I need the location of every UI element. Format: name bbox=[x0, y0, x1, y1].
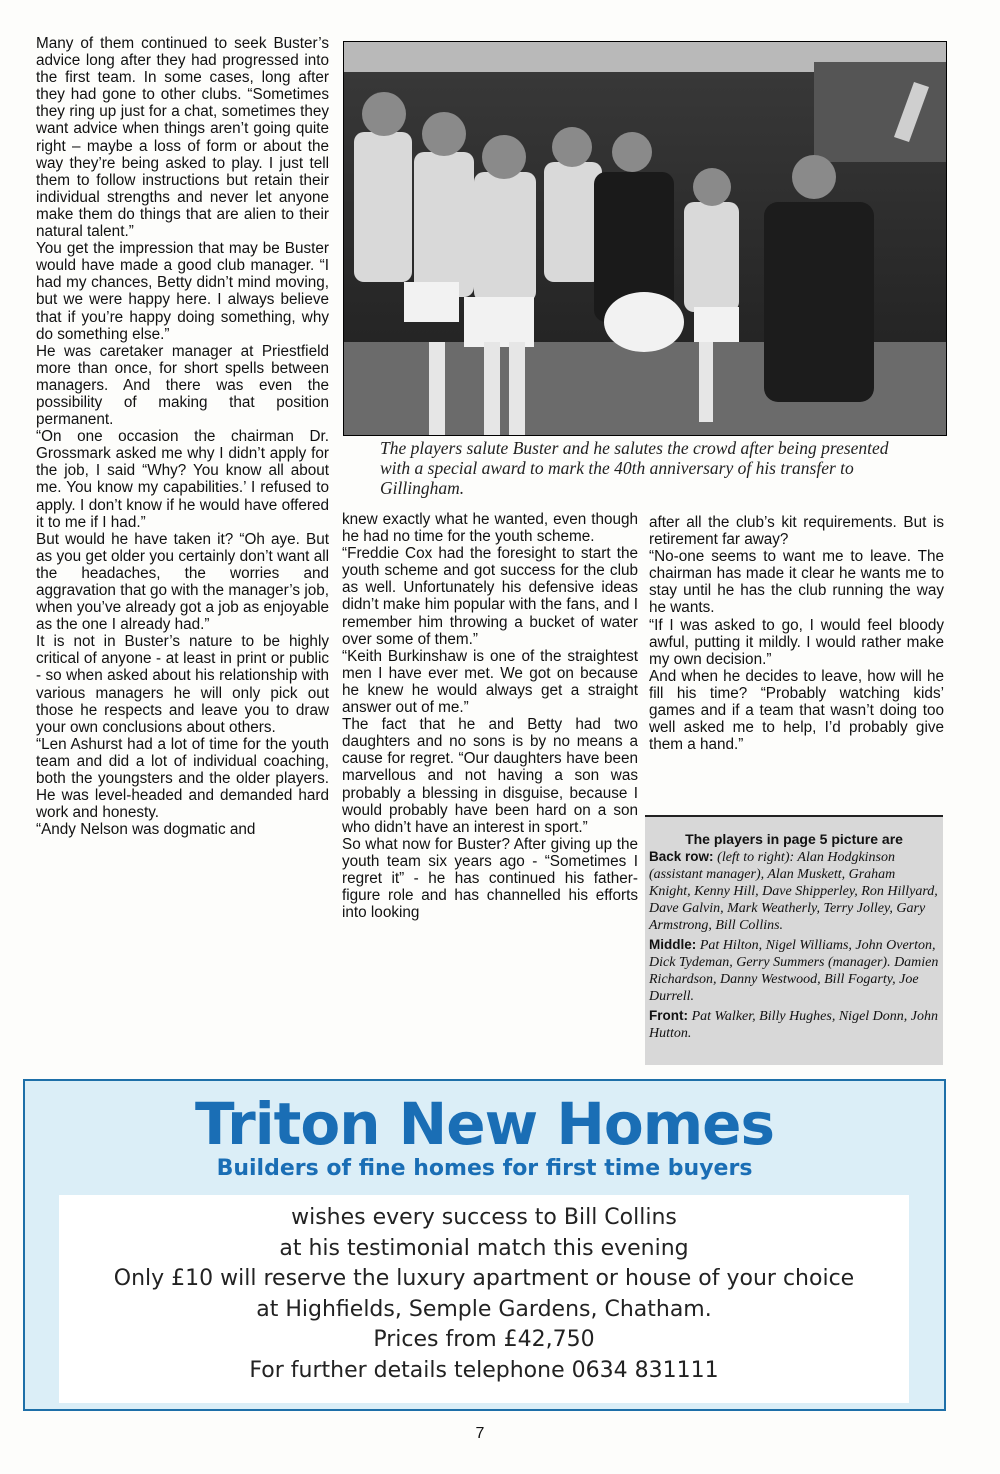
triton-advertisement bbox=[23, 1079, 946, 1411]
paragraph: “On one occasion the chairman Dr. Grossmark asked me why I didn’t apply for the job, I said “Why? You know all about me. You know my capabilities.’ I refused to apply. I don’t know if he would have offered it to me if I had.” bbox=[36, 428, 329, 531]
photo-caption: The players salute Buster and he salutes the crowd after being presented with a special award to mark the 40th anniversary of his transfer to Gillingham. bbox=[380, 438, 889, 498]
article-column-3 bbox=[649, 514, 944, 753]
ad-line: Prices from £42,750 bbox=[373, 1327, 595, 1352]
paragraph: “No-one seems to want me to leave. The chairman has made it clear he wants me to stay until he has the club running the way he wants. bbox=[649, 548, 944, 617]
front-row-label: Front: bbox=[649, 1008, 688, 1023]
ad-line: For further details telephone 0634 831111 bbox=[249, 1357, 719, 1383]
ad-subtitle: Builders of fine homes for first time buyers bbox=[216, 1156, 753, 1181]
page-number: 7 bbox=[475, 1425, 485, 1442]
team-photo bbox=[343, 41, 947, 436]
front-row-entry bbox=[649, 1008, 939, 1042]
paragraph: “If I was asked to go, I would feel bloody awful, putting it mildly. I would rather make my own decision.” bbox=[649, 616, 944, 668]
paragraph: “Len Ashurst had a lot of time for the youth team and did a lot of individual coaching, both the youngsters and the older players. He was level-headed and demanded hard work and honesty. bbox=[36, 735, 329, 822]
ad-title: Triton New Homes bbox=[194, 1090, 775, 1158]
ad-line: at his testimonial match this evening bbox=[279, 1235, 689, 1261]
paragraph: You get the impression that may be Buster would have made a good club manager. “I had my chances, Betty didn’t mind moving, but we were happy here. I always believe that if you’re happy doing something, why do something else.” bbox=[36, 240, 329, 343]
back-row-names: (left to right): Alan Hodgkinson (assistant manager), Alan Muskett, Graham Knight, Kenny Hill, Dave Shipperley, Ron Hillyard, Dave Galvin, Mark Weatherly, Terry Jolley, Gary Armstrong, Bill Collins. bbox=[649, 850, 938, 933]
players-list-box bbox=[645, 815, 943, 1065]
paragraph: knew exactly what he wanted, even though he had no time for the youth scheme. bbox=[342, 511, 638, 546]
middle-row-names: Pat Hilton, Nigel Williams, John Overton, Dick Tydeman, Gerry Summers (manager). Damien Richardson, Danny Westwood, Bill Fogarty, Joe Durrell. bbox=[649, 938, 939, 1004]
paragraph: “Andy Nelson was dogmatic and bbox=[36, 821, 256, 839]
paragraph: He was caretaker manager at Priestfield more than once, for short spells between managers. And there was even the possibility of making that position permanent. bbox=[36, 342, 329, 429]
middle-row-label: Middle: bbox=[649, 937, 697, 952]
ad-body bbox=[59, 1195, 909, 1403]
paragraph: after all the club’s kit requirements. But is retirement far away? bbox=[649, 514, 944, 549]
paragraph: So what now for Buster? After giving up the youth team six years ago - “Sometimes I regret it” - he has continued his father-figure role and has channelled his efforts into looking bbox=[342, 835, 638, 922]
paragraph: The fact that he and Betty had two daughters and no sons is by no means a cause for regret. “Our daughters have been marvellous and not having a son was probably a blessing in disguise, because I would probably have been hard on a son who didn’t have an interest in sport.” bbox=[342, 716, 638, 836]
ad-line: Only £10 will reserve the luxury apartment or house of your choice bbox=[113, 1266, 855, 1291]
back-row-label: Back row: bbox=[649, 849, 714, 864]
paragraph: And when he decides to leave, how will he fill his time? “Probably watching kids’ games and if a team that wasn’t doing too well asked me to help, I’d probably give them a hand.” bbox=[649, 667, 944, 754]
paragraph: “Keith Burkinshaw is one of the straightest men I have ever met. We got on because he knew he would always get a straight answer out of me.” bbox=[342, 647, 638, 717]
article-column-1 bbox=[36, 35, 329, 838]
paragraph: But would he have taken it? “Oh aye. But as you get older you certainly don’t want all the headaches, the worries and aggravation that go with the manager’s job, when you’ve already got a job as enjoyable as the one I already had.” bbox=[36, 530, 329, 634]
ad-line: at Highfields, Semple Gardens, Chatham. bbox=[256, 1296, 712, 1322]
article-column-2 bbox=[342, 511, 638, 921]
back-row-entry bbox=[649, 849, 939, 934]
paragraph: “Freddie Cox had the foresight to start the youth scheme and got success for the club as well. Unfortunately his defensive ideas didn’t make him popular with the fans, and I remember him throwing a bucket of water over some of them.” bbox=[342, 545, 638, 648]
players-list-heading: The players in page 5 picture are bbox=[685, 831, 903, 847]
middle-row-entry bbox=[649, 937, 939, 1005]
paragraph: It is not in Buster’s nature to be highly critical of anyone - at least in print or public - so when asked about his relationship with various managers he will only pick out those he respects and leave you to draw your own conclusions about others. bbox=[36, 633, 329, 736]
front-row-names: Pat Walker, Billy Hughes, Nigel Donn, John Hutton. bbox=[649, 1009, 939, 1041]
paragraph: Many of them continued to seek Buster’s advice long after they had progressed into the first team. In some cases, long after they had gone to other clubs. “Sometimes they ring up just for a chat, sometimes they want advice when things aren’t going quite right – maybe a loss of form or about the way they’re being asked to play. I just tell them to follow instructions but retain their individual strengths and never let anyone make them do things that are alien to their natural talent.” bbox=[36, 35, 329, 241]
ad-line: wishes every success to Bill Collins bbox=[291, 1205, 677, 1230]
